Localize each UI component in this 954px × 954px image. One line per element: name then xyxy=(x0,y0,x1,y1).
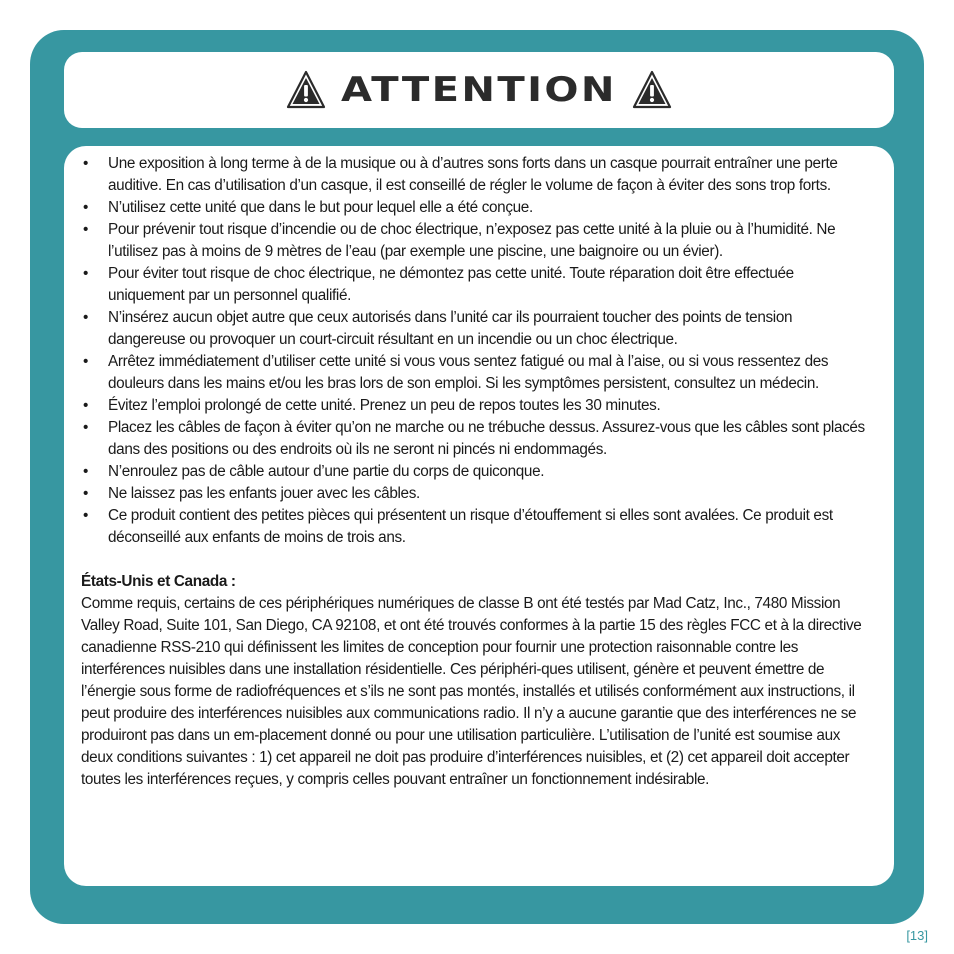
page-title: ATTENTION xyxy=(341,70,617,110)
page-number: [13] xyxy=(906,928,928,943)
list-item: • Arrêtez immédiatement d’utiliser cette unité si vous vous sentez fatigué ou mal à l’aise, ou si vous ressentez des douleurs dans les mains et/ou les bras lors de son emploi. Si les symptômes persistent, consultez un médecin. xyxy=(81,351,870,395)
section-heading: États-Unis et Canada : xyxy=(81,573,236,590)
list-item: • Placez les câbles de façon à éviter qu’on ne marche ou ne trébuche dessus. Assurez-vous que les câbles sont placés dans des positions ou des endroits où ils ne seront ni pincés ni endommagés. xyxy=(81,417,870,461)
section-body: Comme requis, certains de ces périphériques numériques de classe B ont été testés par Mad Catz, Inc., 7480 Mission Valley Road, Suite 101, San Diego, CA 92108, et ont été trouvés conformes à la partie 15 des règles FCC et à la directive canadienne RSS-210 qui définissent les limites de conception pour fournir une protection raisonnable contre les interférences nuisibles dans une installation résidentielle. Ces périphéri-ques utilisent, génère et peuvent émettre de l’énergie sous forme de radiofréquences et s’ils ne sont pas montés, installés et utilisés conformément aux instructions, il peut produire des interférences nuisibles aux communications radio. Il n’y a aucune garantie que des interférences ne se produiront pas dans un em-placement donné ou pour une utilisation particulière. L’utilisation de l’unité est soumise aux deux conditions suivantes : 1) cet appareil ne doit pas produire d’interférences nuisibles, et (2) cet appareil doit accepter toutes les interférences reçues, y compris celles pouvant entraîner un fonctionnement indésirable. xyxy=(81,595,862,788)
list-item: • Ne laissez pas les enfants jouer avec les câbles. xyxy=(81,483,870,505)
list-item: • Évitez l’emploi prolongé de cette unité. Prenez un peu de repos toutes les 30 minutes. xyxy=(81,395,870,417)
list-item: • N’insérez aucun objet autre que ceux autorisés dans l’unité car ils pourraient toucher des points de tension dangereuse ou provoquer un court-circuit résultant en un incendie ou un choc électrique. xyxy=(81,307,870,351)
list-item: • Pour éviter tout risque de choc électrique, ne démontez pas cette unité. Toute réparation doit être effectuée uniquement par un personnel qualifié. xyxy=(81,263,870,307)
list-item: • Ce produit contient des petites pièces qui présentent un risque d’étouffement si elles sont avalées. Ce produit est déconseillé aux enfants de moins de trois ans. xyxy=(81,505,870,549)
title-banner xyxy=(64,52,894,128)
content-panel xyxy=(64,146,894,886)
safety-warnings-list xyxy=(81,153,870,549)
list-item: • Une exposition à long terme à de la musique ou à d’autres sons forts dans un casque pourrait entraîner une perte auditive. En cas d’utilisation d’un casque, il est conseillé de régler le volume de façon à éviter des sons trop forts. xyxy=(81,153,870,197)
list-item: • N’utilisez cette unité que dans le but pour lequel elle a été conçue. xyxy=(81,197,870,219)
list-item: • N’enroulez pas de câble autour d’une partie du corps de quiconque. xyxy=(81,461,870,483)
list-item: • Pour prévenir tout risque d’incendie ou de choc électrique, n’exposez pas cette unité à la pluie ou à l’humidité. Ne l’utilisez pas à moins de 9 mètres de l’eau (par exemple une piscine, une baignoire ou un évier). xyxy=(81,219,870,263)
